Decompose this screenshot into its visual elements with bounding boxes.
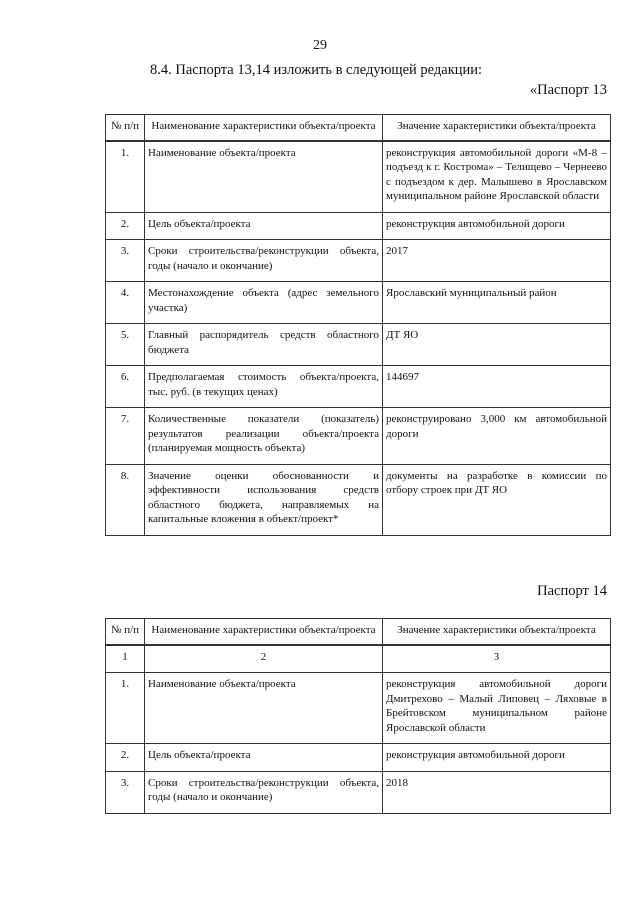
row-value: 144697 <box>383 366 611 408</box>
row-name: Главный распорядитель средств областного бюджета <box>145 324 383 366</box>
passport-14-title: Паспорт 14 <box>537 583 607 599</box>
row-value: реконструкция автомобильной дороги <box>383 212 611 240</box>
row-num: 4. <box>106 282 145 324</box>
row-name: Местонахождение объекта (адрес земельного участка) <box>145 282 383 324</box>
row-value: Ярославский муниципальный район <box>383 282 611 324</box>
column-index-row <box>106 645 611 673</box>
row-num: 7. <box>106 408 145 465</box>
row-name: Предполагаемая стоимость объекта/проекта, тыс. руб. (в текущих ценах) <box>145 366 383 408</box>
header-num: № п/п <box>106 619 145 645</box>
header-value: Значение характеристики объекта/проекта <box>383 115 611 141</box>
table-row <box>106 366 611 408</box>
table-row <box>106 141 611 213</box>
index-name: 2 <box>145 645 383 673</box>
table-row <box>106 464 611 535</box>
row-value: реконструировано 3,000 км автомобильной дороги <box>383 408 611 465</box>
row-name: Сроки строительства/реконструкции объекта, годы (начало и окончание) <box>145 771 383 813</box>
page-number: 29 <box>313 38 327 53</box>
row-value: реконструкция автомобильной дороги Дмитрехово – Малый Липовец – Ляховые в Брейтовском муниципальном районе Ярославской области <box>383 673 611 744</box>
row-name: Сроки строительства/реконструкции объекта, годы (начало и окончание) <box>145 240 383 282</box>
index-value: 3 <box>383 645 611 673</box>
row-name: Цель объекта/проекта <box>145 744 383 772</box>
index-num: 1 <box>106 645 145 673</box>
table-header-row <box>106 619 611 645</box>
passport-13-title: «Паспорт 13 <box>529 82 607 98</box>
table-row <box>106 408 611 465</box>
header-value: Значение характеристики объекта/проекта <box>383 619 611 645</box>
row-num: 2. <box>106 212 145 240</box>
table-row <box>106 771 611 813</box>
row-name: Количественные показатели (показатель) результатов реализации объекта/проекта (планируемая мощность объекта) <box>145 408 383 465</box>
row-value: 2017 <box>383 240 611 282</box>
table-header-row <box>106 115 611 141</box>
row-name: Значение оценки обоснованности и эффективности использования средств областного бюджета, направляемых на капитальные вложения в объект/проект* <box>145 464 383 535</box>
row-name: Цель объекта/проекта <box>145 212 383 240</box>
table-row <box>106 673 611 744</box>
passport-14-table <box>105 618 611 814</box>
row-value: реконструкция автомобильной дороги <box>383 744 611 772</box>
passport-13-table <box>105 114 611 536</box>
header-name: Наименование характеристики объекта/проекта <box>145 115 383 141</box>
row-num: 3. <box>106 240 145 282</box>
table-row <box>106 324 611 366</box>
table-row <box>106 240 611 282</box>
header-name: Наименование характеристики объекта/проекта <box>145 619 383 645</box>
row-num: 8. <box>106 464 145 535</box>
row-value: 2018 <box>383 771 611 813</box>
row-num: 2. <box>106 744 145 772</box>
row-num: 1. <box>106 673 145 744</box>
row-num: 3. <box>106 771 145 813</box>
row-num: 5. <box>106 324 145 366</box>
table-row <box>106 212 611 240</box>
row-name: Наименование объекта/проекта <box>145 673 383 744</box>
row-value: реконструкция автомобильной дороги «М-8 – подъезд к г. Кострома» – Телищево – Чернеево с подъездом к дер. Малышево в Ярославском муниципальном районе Ярославской области <box>383 141 611 213</box>
row-num: 1. <box>106 141 145 213</box>
intro-text: 8.4. Паспорта 13,14 изложить в следующей редакции: <box>150 62 483 78</box>
row-value: документы на разработке в комиссии по отбору строек при ДТ ЯО <box>383 464 611 535</box>
header-num: № п/п <box>106 115 145 141</box>
row-num: 6. <box>106 366 145 408</box>
row-value: ДТ ЯО <box>383 324 611 366</box>
table-row <box>106 282 611 324</box>
row-name: Наименование объекта/проекта <box>145 141 383 213</box>
table-row <box>106 744 611 772</box>
